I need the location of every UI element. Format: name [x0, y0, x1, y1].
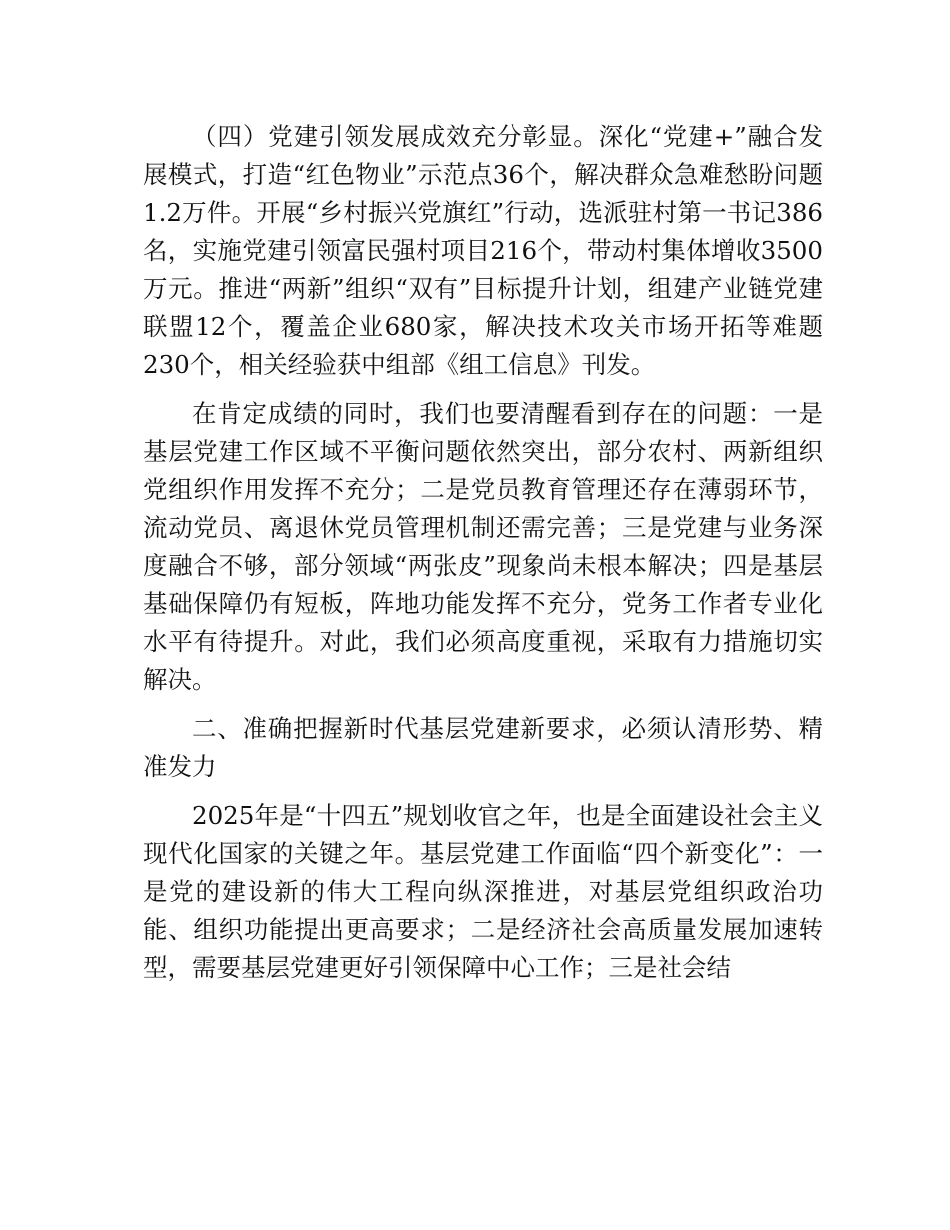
document-page	[143, 118, 823, 987]
paragraph-party-building-results: （四）党建引领发展成效充分彰显。深化“党建+”融合发展模式，打造“红色物业”示范点36个，解决群众急难愁盼问题1.2万件。开展“乡村振兴党旗红”行动，选派驻村第一书记386名，实施党建引领富民强村项目216个，带动村集体增收3500万元。推进“两新”组织“双有”目标提升计划，组建产业链党建联盟12个，覆盖企业680家，解决技术攻关市场开拓等难题230个，相关经验获中组部《组工信息》刊发。	[143, 122, 823, 379]
section-heading-new-requirements: 二、准确把握新时代基层党建新要求，必须认清形势、精准发力	[143, 714, 823, 781]
paragraph-existing-problems: 在肯定成绩的同时，我们也要清醒看到存在的问题：一是基层党建工作区域不平衡问题依然突出，部分农村、两新组织党组织作用发挥不充分；二是党员教育管理还存在薄弱环节，流动党员、离退休党员管理机制还需完善；三是党建与业务深度融合不够，部分领域“两张皮”现象尚未根本解决；四是基层基础保障仍有短板，阵地功能发挥不充分，党务工作者专业化水平有待提升。对此，我们必须高度重视，采取有力措施切实解决。	[143, 399, 823, 694]
paragraph-2025-situation: 2025年是“十四五”规划收官之年，也是全面建设社会主义现代化国家的关键之年。基层党建工作面临“四个新变化”：一是党的建设新的伟大工程向纵深推进，对基层党组织政治功能、组织功能提出更高要求；二是经济社会高质量发展加速转型，需要基层党建更好引领保障中心工作；三是社会结	[143, 801, 823, 982]
